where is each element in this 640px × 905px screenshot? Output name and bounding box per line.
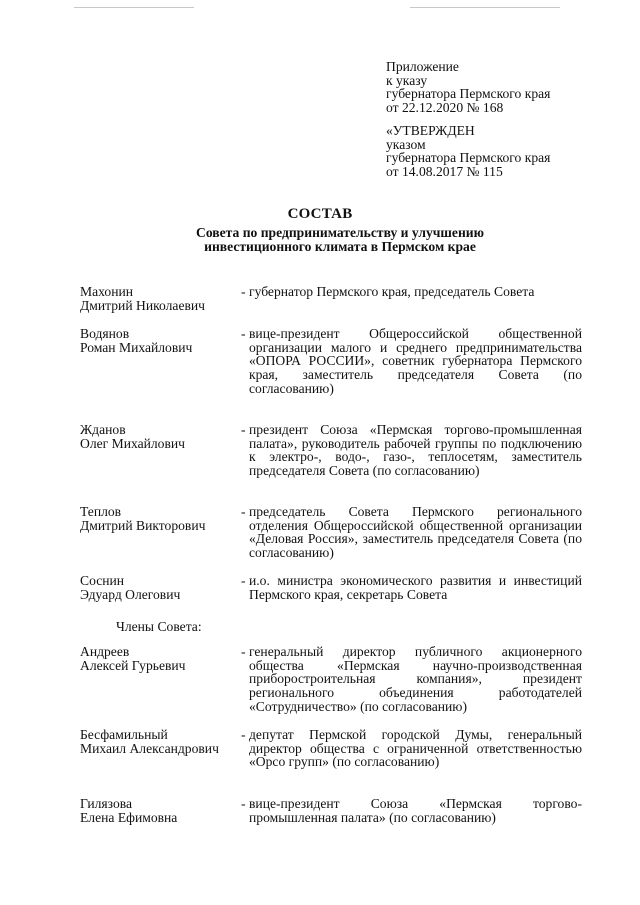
member-role: вице-президент Общероссийской общественной организации малого и среднего предпринимательства «ОПОРА РОССИИ», советник губернатора Пермского края, заместитель председателя Совета (по согласованию): [249, 326, 582, 396]
approved-line: губернатора Пермского края: [386, 150, 551, 166]
member-dash: -: [241, 326, 246, 341]
member-role: вице-президент Союза «Пермская торгово-промышленная палата» (по согласованию): [249, 796, 582, 825]
member-surname: Водянов: [80, 326, 130, 341]
member-name: [80, 327, 240, 354]
member-surname: Андреев: [80, 644, 130, 659]
member-role: президент Союза «Пермская торгово-промышленная палата», руководитель рабочей группы по подключению к электро-, водо-, газо-, теплосетям, заместитель председателя Совета (по согласованию): [249, 422, 582, 479]
scan-artifact-line-left: [74, 7, 194, 8]
member-name: [80, 423, 240, 450]
member-given-names: Роман Михайлович: [80, 339, 193, 355]
member-given-names: Михаил Александрович: [80, 740, 219, 756]
member-given-names: Елена Ефимовна: [80, 809, 178, 825]
approved-line: указом: [386, 136, 426, 152]
document-title: СОСТАВ: [287, 206, 353, 222]
document-subtitle: [80, 226, 600, 254]
member-dash: -: [241, 796, 246, 811]
member-role: и.о. министра экономического развития и инвестиций Пермского края, секретарь Совета: [249, 573, 582, 602]
member-role: генеральный директор публичного акционерного общества «Пермская научно-производственная приборостроительная компания», президент регионального объединения работодателей «Сотрудничество» (по согласованию): [249, 644, 582, 714]
member-dash: -: [241, 727, 246, 742]
member-name: [80, 285, 240, 312]
member-dash: -: [241, 644, 246, 659]
member-dash: -: [241, 573, 246, 588]
appendix-line: от 22.12.2020 № 168: [386, 99, 504, 115]
appendix-line: губернатора Пермского края: [386, 86, 551, 102]
member-role: депутат Пермской городской Думы, генеральный директор общества с ограниченной ответственностью «Орсо групп» (по согласованию): [249, 727, 582, 770]
approved-line: от 14.08.2017 № 115: [386, 163, 503, 179]
member-surname: Гилязова: [80, 796, 133, 811]
member-dash: -: [241, 422, 246, 437]
member-surname: Махонин: [80, 284, 134, 299]
member-surname: Жданов: [80, 422, 126, 437]
members-section-label: Члены Совета:: [116, 619, 202, 634]
member-dash: -: [241, 504, 246, 519]
member-given-names: Олег Михайлович: [80, 435, 186, 451]
appendix-block: [386, 60, 616, 114]
member-surname: Соснин: [80, 573, 125, 588]
member-given-names: Алексей Гурьевич: [80, 657, 186, 673]
appendix-line: к указу: [386, 72, 428, 88]
member-given-names: Дмитрий Николаевич: [80, 297, 206, 313]
member-name: [80, 574, 240, 601]
subtitle-line: инвестиционного климата в Пермском крае: [204, 239, 476, 254]
member-dash: -: [241, 284, 246, 299]
approved-line: «УТВЕРЖДЕН: [386, 123, 475, 138]
member-name: [80, 797, 240, 824]
member-surname: Бесфамильный: [80, 727, 168, 742]
scan-artifact-line-right: [410, 7, 560, 8]
approved-block: [386, 124, 616, 178]
member-name: [80, 728, 240, 755]
member-surname: Теплов: [80, 504, 122, 519]
subtitle-line: Совета по предпринимательству и улучшению: [196, 225, 484, 240]
member-role: губернатор Пермского края, председатель Совета: [249, 284, 535, 299]
member-name: [80, 645, 240, 672]
member-given-names: Дмитрий Викторович: [80, 517, 206, 533]
member-name: [80, 505, 240, 532]
member-role: председатель Совета Пермского регионального отделения Общероссийской общественной организации «Деловая Россия», заместитель председателя Совета (по согласованию): [249, 504, 582, 561]
member-given-names: Эдуард Олегович: [80, 586, 181, 602]
appendix-line: Приложение: [386, 59, 459, 74]
